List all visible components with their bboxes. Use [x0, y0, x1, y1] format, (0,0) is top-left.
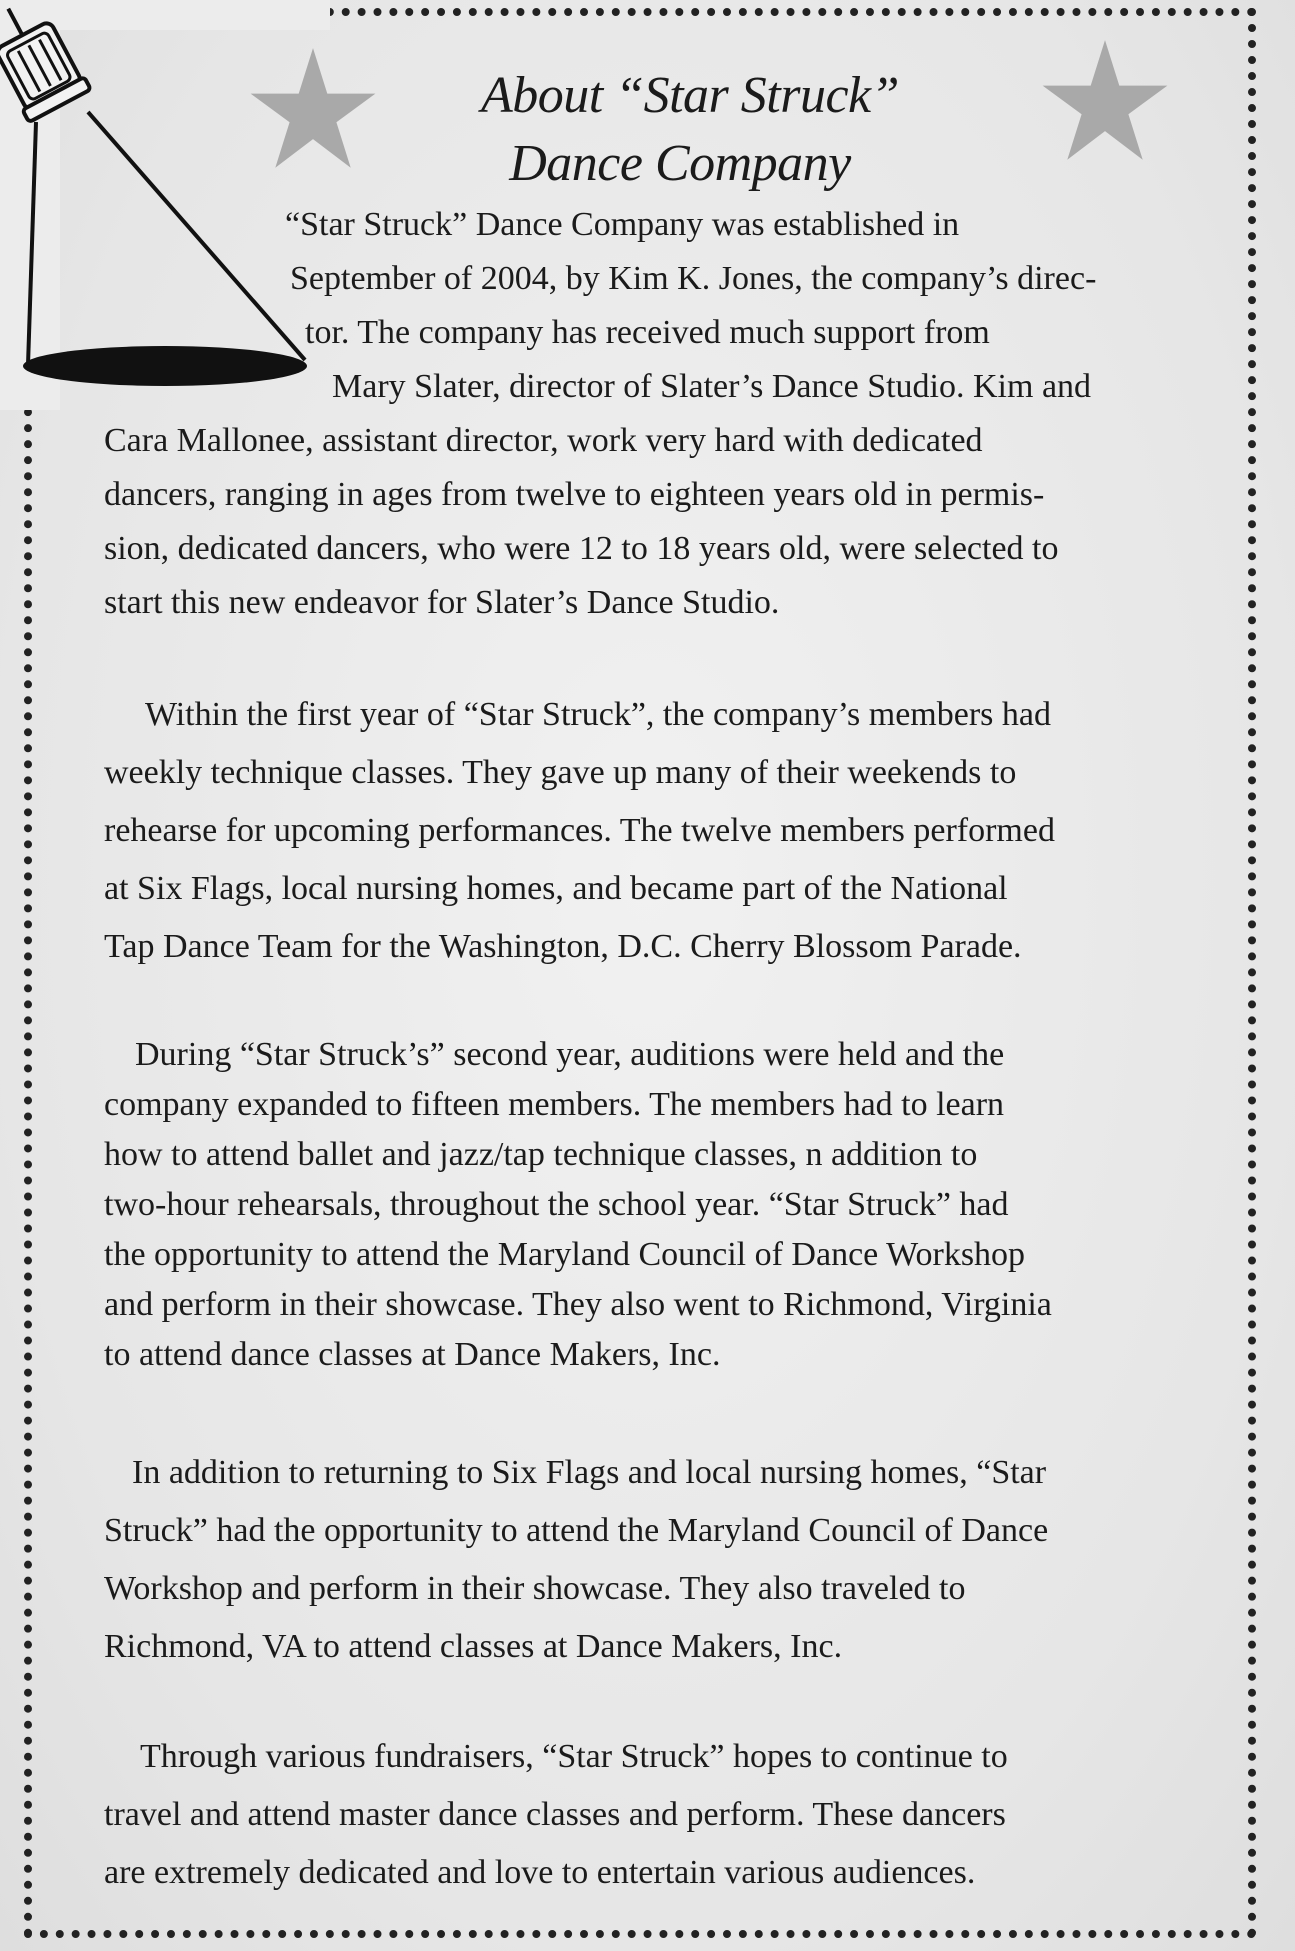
- paragraph-line: September of 2004, by Kim K. Jones, the company’s direc-: [290, 260, 1097, 297]
- star-icon-right: [1040, 40, 1170, 165]
- paragraph-line: are extremely dedicated and love to entertain various audiences.: [104, 1854, 976, 1891]
- paragraph-line: the opportunity to attend the Maryland Council of Dance Workshop: [104, 1236, 1026, 1273]
- paragraph-line: Tap Dance Team for the Washington, D.C. Cherry Blossom Parade.: [104, 928, 1022, 965]
- paragraph-line: Within the first year of “Star Struck”, the company’s members had: [145, 696, 1051, 733]
- paragraph-line: dancers, ranging in ages from twelve to eighteen years old in permis-: [104, 476, 1045, 513]
- paragraph-line: travel and attend master dance classes and perform. These dancers: [104, 1796, 1006, 1833]
- paragraph-line: Workshop and perform in their showcase. They also traveled to: [104, 1570, 966, 1607]
- paragraph-line: start this new endeavor for Slater’s Dance Studio.: [104, 584, 780, 621]
- paragraph-line: and perform in their showcase. They also went to Richmond, Virginia: [104, 1286, 1052, 1323]
- paragraph-line: Cara Mallonee, assistant director, work very hard with dedicated: [104, 422, 983, 459]
- paragraph-line: “Star Struck” Dance Company was established in: [285, 206, 960, 243]
- paragraph-line: sion, dedicated dancers, who were 12 to 18 years old, were selected to: [104, 530, 1059, 567]
- paragraph-line: During “Star Struck’s” second year, auditions were held and the: [135, 1036, 1005, 1073]
- paragraph-line: Mary Slater, director of Slater’s Dance Studio. Kim and: [332, 368, 1092, 405]
- paragraph-line: weekly technique classes. They gave up many of their weekends to: [104, 754, 1017, 791]
- paragraph-line: rehearse for upcoming performances. The twelve members performed: [104, 812, 1055, 849]
- paragraph-line: Struck” had the opportunity to attend the Maryland Council of Dance: [104, 1512, 1049, 1549]
- paragraph-line: how to attend ballet and jazz/tap technique classes, n addition to: [104, 1136, 978, 1173]
- paragraph-line: Through various fundraisers, “Star Struck” hopes to continue to: [140, 1738, 1008, 1775]
- paragraph-line: In addition to returning to Six Flags and local nursing homes, “Star: [132, 1454, 1047, 1491]
- page-title-line-1: About “Star Struck”: [480, 67, 900, 124]
- paragraph-line: two-hour rehearsals, throughout the school year. “Star Struck” had: [104, 1186, 1009, 1223]
- paragraph-line: company expanded to fifteen members. The members had to learn: [104, 1086, 1005, 1123]
- page-title-line-2: Dance Company: [509, 135, 851, 192]
- paragraph-line: Richmond, VA to attend classes at Dance Makers, Inc.: [104, 1628, 843, 1665]
- paragraph-line: at Six Flags, local nursing homes, and became part of the National: [104, 870, 1008, 907]
- paragraph-line: to attend dance classes at Dance Makers, Inc.: [104, 1336, 721, 1373]
- paragraph-line: tor. The company has received much support from: [305, 314, 990, 351]
